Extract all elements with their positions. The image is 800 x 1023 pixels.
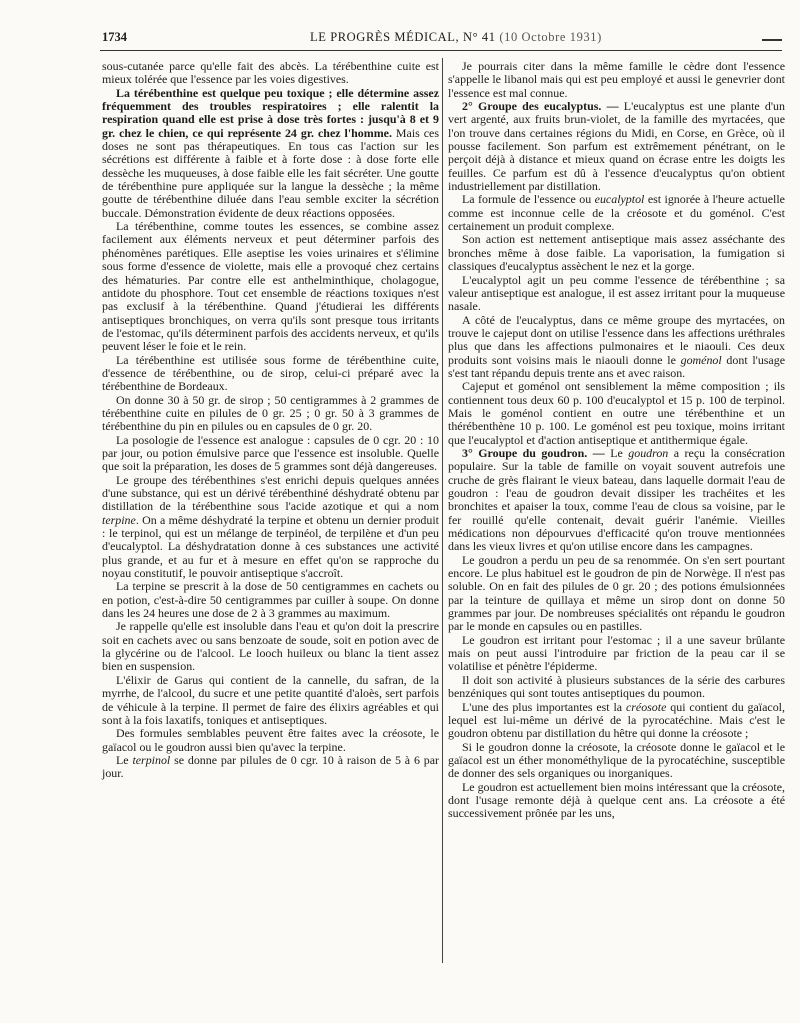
left-column [102,60,439,781]
paragraph [102,474,439,581]
paragraph-text: . On a même déshydraté la terpine et obtenu un dernier produit : le terpinol, qui est un mélange de terpinéol, de terpilène et d'un peu d'eucalyptol. La déshydratation donne à ces substances une activité plus grande, et au fur et à mesure en effet qu'on se rapproche du noyau constitutif, le pouvoir antiseptique s'accroît. [102,512,439,581]
page-header [102,28,782,48]
paragraph-text: L'une des plus importantes est la [462,699,626,714]
page-number: 1734 [102,30,127,44]
paragraph: L'élixir de Garus qui contient de la cannelle, du safran, de la myrrhe, de l'alcool, du sucre et une petite quantité d'aloès, sert parfois de véhicule à la terpine. Il permet de faire des élixirs agréables et qui sont à la fois laxatifs, toniques et antiseptiques. [102,672,439,727]
paragraph: On donne 30 à 50 gr. de sirop ; 50 centigrammes à 2 grammes de térébenthine cuite en pilules de 0 gr. 25 ; 0 gr. 50 à 3 grammes de térébenthine du pin en pilules ou en capsules de 0 gr. 20. [102,392,439,434]
journal-title: LE PROGRÈS MÉDICAL, N° 41 [310,30,500,44]
section-heading: 2° Groupe des eucalyptus. — [462,99,619,114]
section-heading: 3° Groupe du goudron. — [462,445,605,460]
paragraph-text: Mais ces doses ne sont pas thérapeutiques. En tous cas l'action sur les sécrétions est différente à faible et à forte dose : à dose forte elle dessèche les muqueuses, à dose faible elle les fait sécréter. Une goutte de térébenthine pure appliquée sur la langue la dessèche ; la même goutte de térébenthine diluée dans l'eau semble exciter la sécrétion buccale. Démonstration évidente de deux réactions opposées. [102,125,440,220]
paragraph [448,193,785,233]
paragraph [448,314,785,381]
paragraph-text: A côté de l'eucalyptus, dans ce même groupe des myrtacées, on trouve le cajeput dont on utilise l'essence dans les affections uréthrales plus que dans les affections pulmonaires et le niaouli. Ces deux produits sont voisins mais le niaouli donne le [448,312,785,367]
italic-term: goménol [680,352,722,367]
paragraph: sous-cutanée parce qu'elle fait des abcès. La térébenthine cuite est mieux tolérée que l'essence par les voies digestives. [102,59,439,87]
header-rule [100,50,782,51]
paragraph: La térébenthine est utilisée sous forme de térébenthine cuite, d'essence de térébenthine, ou de sirop, celui-ci préparé avec la térébenthine de Bordeaux. [102,352,439,394]
italic-term: terpine [102,512,136,527]
paragraph-text: L'eucalyptus est une plante d'un vert argenté, aux fruits brun-violet, de la famille des myrtacées, que l'on trouve dans certaines régions du Midi, en Corse, en Grèce, où il pousse facilement. Son parfum est extrêmement pénétrant, on le perçoit déjà à distance et mieux quand on écrase entre les doigts les feuilles. Ce parfum est dû à l'essence d'eucalyptus qu'on obtient industriellement par distillation. [448,99,785,194]
paragraph [102,754,439,781]
italic-term: eucalyptol [594,192,645,207]
paragraph: Le goudron a perdu un peu de sa renommée. On s'en sert pourtant encore. Le plus habituel est le goudron de pin de Norwège. Il n'est pas soluble. On en fait des pilules de 0 gr. 20 ; des potions émulsionnées par la teinture de quillaya et même un sirop dont on donne 50 grammes par jour. De nombreuses spécialités ont répandu le goudron par le monde en capsules ou en pastilles. [448,552,785,634]
paragraph [448,701,785,741]
paragraph-text: Le [604,445,629,460]
header-ornament-rule [762,39,782,41]
paragraph: Il doit son activité à plusieurs substances de la série des carbures benzéniques qui sont toutes antiseptiques du poumon. [448,672,785,701]
paragraph [448,447,785,554]
bold-text: La térébenthine est quelque peu toxique ; elle détermine assez fréquemment des troubles respiratoires ; elle ralentit la respiration quand elle est prise à dose très fortes : jusqu'à 8 et 9 gr. chez le chien, ce qui représente 24 gr. chez l'homme. [102,85,439,140]
paragraph-text: a reçu la consécration populaire. Sur la table de famille on voyait souvent autrefois une cruche de grès flairant le vieux bateau, dans laquelle dormait l'eau de goudron : l'eau de goudron devait dissiper les trachéites et les bronchites et apaiser la toux, comme l'eau de clous sa voisine, par le fer rouillé qu'elle contenait, devait guérir l'anémie. Vieilles médications non dépourvues d'efficacité qu'on trouve mentionnées dans les vieux livres et qu'on utilise encore dans les campagnes. [448,445,785,554]
italic-term: créosote [625,699,667,714]
paragraph: La posologie de l'essence est analogue : capsules de 0 cgr. 20 : 10 par jour, ou potion émulsive parce que l'essence est insoluble. Quelle que soit la préparation, les doses de 5 grammes sont déjà dangereuses. [102,432,439,474]
issue-date: (10 Octobre 1931) [499,30,602,44]
paragraph: Le goudron est actuellement bien moins intéressant que la créosote, dont l'usage remonte déjà à quelque cent ans. La créosote a été successivement prônée par les uns, [448,779,785,821]
paragraph: Le goudron est irritant pour l'estomac ; il a une saveur brûlante mais on peut aussi l'introduire par friction de la peau car il se volatilise et pénètre l'épiderme. [448,632,785,674]
paragraph-text: qui contient du gaïacol, lequel est lui-même un dérivé de la pyrocatéchine. Mais c'est le goudron obtenu par distillation du hêtre qui donne la créosote ; [448,699,785,741]
paragraph-text: est ignorée à l'heure actuelle comme est inconnue celle de la créosote et du goménol. C'est certainement un produit complexe. [448,192,785,234]
paragraph: La terpine se prescrit à la dose de 50 centigrammes en cachets ou en potion, c'est-à-dire 50 centigrammes par cuiller à soupe. On donne dans les 24 heures une dose de 2 à 3 grammes au maximum. [102,579,439,621]
paragraph: La térébenthine, comme toutes les essences, se combine assez facilement aux éléments nerveux et peut déterminer parfois des phénomènes parétiques. Elle aseptise les voies urinaires et s'élimine sous forme d'essence de violette, mais elle a provoqué chez certains des hématuries. Par contre elle est anthelminthique, cholagogue, antidote du phosphore. Tout cet ensemble de réactions toxiques n'est pas exclusif à la térébenthine. Quand j'étudierai les différents antiseptiques bronchiques, on verra qu'ils sont presque tous irritants de l'estomac, qu'ils déterminent parfois des accidents nerveux, et qu'ils peuvent léser le foie et le rein. [102,219,439,354]
paragraph: Je pourrais citer dans la même famille le cèdre dont l'essence s'appelle le libanol mais qui est peu employé et aussi le genevrier dont l'essence est mal connue. [448,59,785,100]
paragraph: Si le goudron donne la créosote, la créosote donne le gaïacol et le gaïacol est un éther monométhylique de la pyrocatéchine, susceptible de donner des sels organiques ou inorganiques. [448,739,785,781]
running-title [310,30,602,45]
paragraph: L'eucalyptol agit un peu comme l'essence de térébenthine ; sa valeur antiseptique est analogue, il est assez irritant pour la muqueuse nasale. [448,272,785,314]
paragraph-text: Le [116,752,133,767]
column-divider [442,58,443,963]
paragraph: Je rappelle qu'elle est insoluble dans l'eau et qu'on doit la prescrire soit en cachets avec ou sans benzoate de soude, soit en potion avec de la glycérine ou de l'alcool. Le looch huileux ou blanc la tient assez bien en suspension. [102,619,439,674]
paragraph-text: dont l'usage s'est tant répandu depuis trente ans et avec raison. [448,352,785,380]
paragraph: Son action est nettement antiseptique mais assez asséchante des bronches même à dose faible. La vaporisation, la fumigation si classiques d'eucalyptus assèchent le nez et la gorge. [448,232,785,274]
paragraph [102,87,439,220]
paragraph: Cajeput et goménol ont sensiblement la même composition ; ils contiennent tous deux 60 p. 100 d'eucalyptol et 15 p. 100 de terpinol. Mais le goménol contient en outre une térébenthine et un thérébenthène 10 p. 100. Le goménol est peu toxique, moins irritant que l'eucalyptol et d'action antiseptique et antithermique égale. [448,379,785,447]
paragraph: Des formules semblables peuvent être faites avec la créosote, le gaïacol ou le goudron aussi bien qu'avec la terpine. [102,726,439,754]
paragraph-text: se donne par pilules de 0 cgr. 10 à raison de 5 à 6 par jour. [102,752,439,781]
italic-term: terpinol [132,752,171,767]
paragraph-text: Le groupe des térébenthines s'est enrichi depuis quelques années d'une substance, qui est un dérivé térébenthiné déshydraté obtenu par distillation de la térébenthine sous l'acide azotique et qui a nom [102,472,439,514]
paragraph-text: La formule de l'essence ou [462,192,595,207]
right-column [448,60,785,821]
paragraph [448,100,785,193]
italic-term: goudron [628,445,669,460]
